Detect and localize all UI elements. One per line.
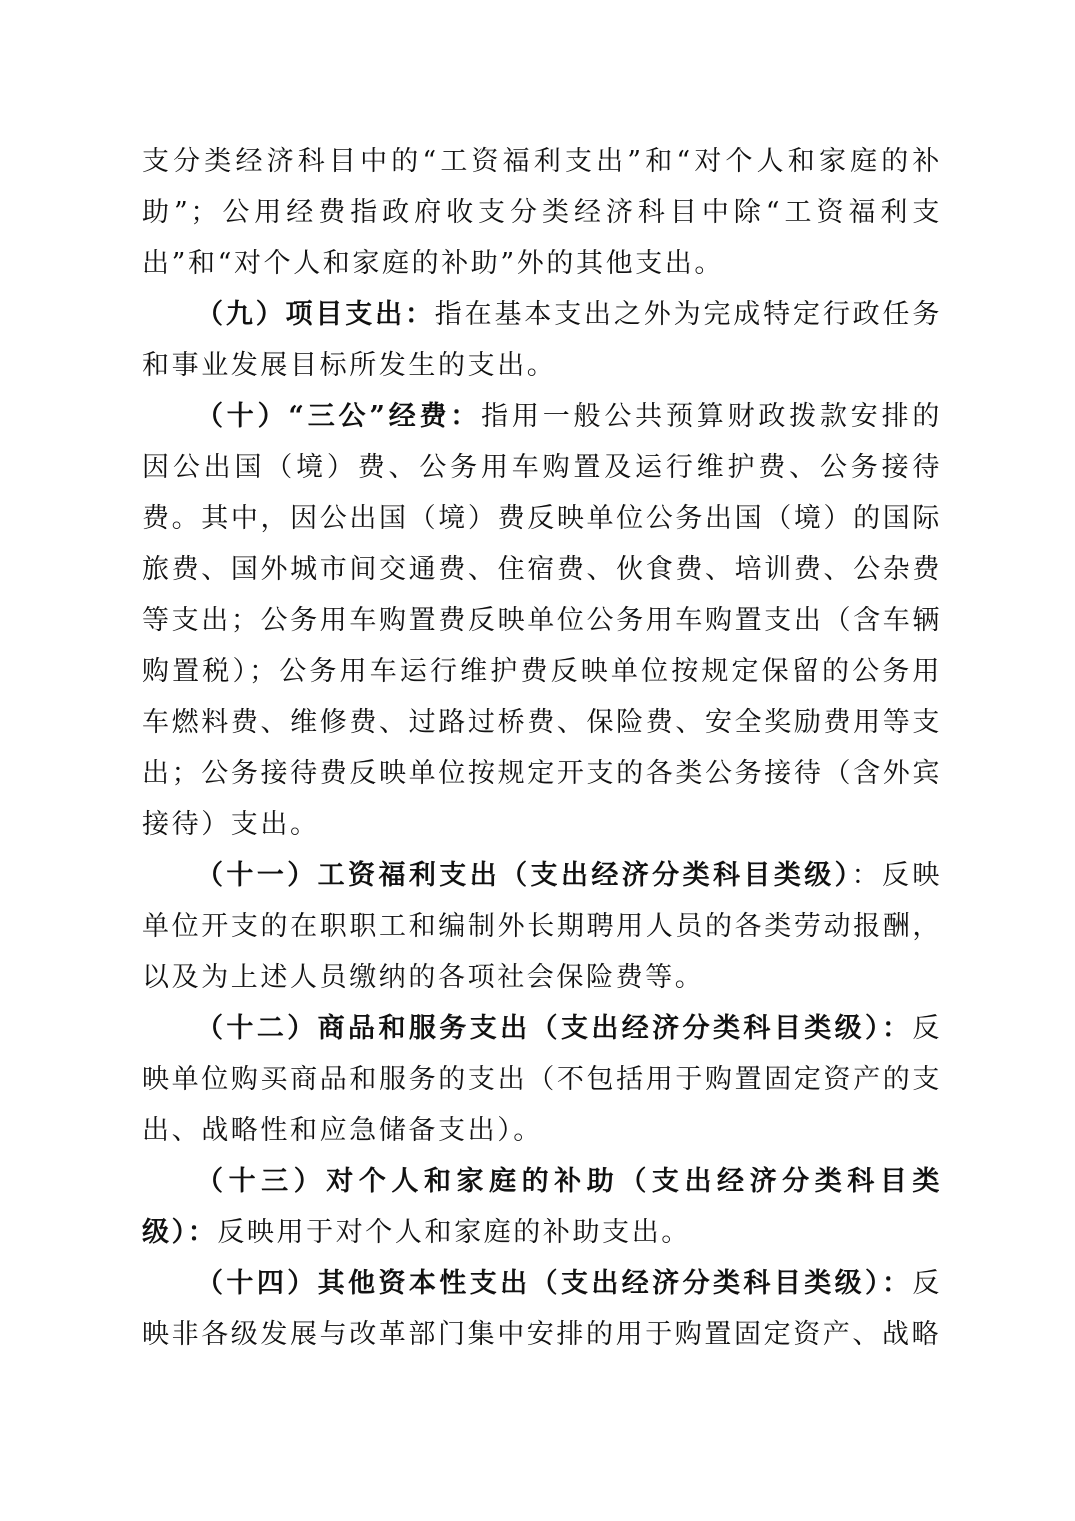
paragraph-heading: （十）“三公”经费： — [196, 401, 482, 432]
paragraph-body: 反映非各级发展与改革部门集中安排的用于购置固定资产、战略 — [142, 1268, 942, 1350]
paragraph-goods-services — [142, 1003, 942, 1156]
paragraph-body: ：反映单位开支的在职职工和编制外长期聘用人员的各类劳动报酬，以及为上述人员缴纳的各项社会保险费等。 — [142, 860, 942, 993]
paragraph-body: 支分类经济科目中的“工资福利支出”和“对个人和家庭的补助”；公用经费指政府收支分类经济科目中除“工资福利支出”和“对个人和家庭的补助”外的其他支出。 — [142, 146, 942, 279]
paragraph-project-expenditure — [142, 289, 942, 391]
paragraph-personnel-public-funds — [142, 136, 942, 289]
paragraph-body: 反映用于对个人和家庭的补助支出。 — [217, 1217, 691, 1248]
paragraph-body: 指用一般公共预算财政拨款安排的因公出国（境）费、公务用车购置及运行维护费、公务接待费。其中，因公出国（境）费反映单位公务出国（境）的国际旅费、国外城市间交通费、住宿费、伙食费、培训费、公杂费等支出；公务用车购置费反映单位公务用车购置支出（含车辆购置税）；公务用车运行维护费反映单位按规定保留的公务用车燃料费、维修费、过路过桥费、保险费、安全奖励费用等支出；公务接待费反映单位按规定开支的各类公务接待（含外宾接待）支出。 — [142, 401, 943, 840]
paragraph-wages-welfare — [142, 850, 942, 1003]
paragraph-heading: （十三）对个人和家庭的补助（支出经济分类科目类级）： — [142, 1166, 942, 1248]
paragraph-heading: （九）项目支出： — [196, 299, 435, 330]
document-page — [142, 136, 942, 1360]
paragraph-heading: （十四）其他资本性支出（支出经济分类科目类级）： — [196, 1268, 913, 1299]
paragraph-other-capital — [142, 1258, 942, 1360]
paragraph-heading: （十二）商品和服务支出（支出经济分类科目类级）： — [196, 1013, 913, 1044]
paragraph-body: 指在基本支出之外为完成特定行政任务和事业发展目标所发生的支出。 — [142, 299, 942, 381]
paragraph-body: 反映单位购买商品和服务的支出（不包括用于购置固定资产的支出、战略性和应急储备支出）。 — [142, 1013, 942, 1146]
paragraph-heading: （十一）工资福利支出（支出经济分类科目类级） — [196, 860, 852, 891]
paragraph-three-public-expenses — [142, 391, 942, 850]
paragraph-household-subsidies — [142, 1156, 942, 1258]
